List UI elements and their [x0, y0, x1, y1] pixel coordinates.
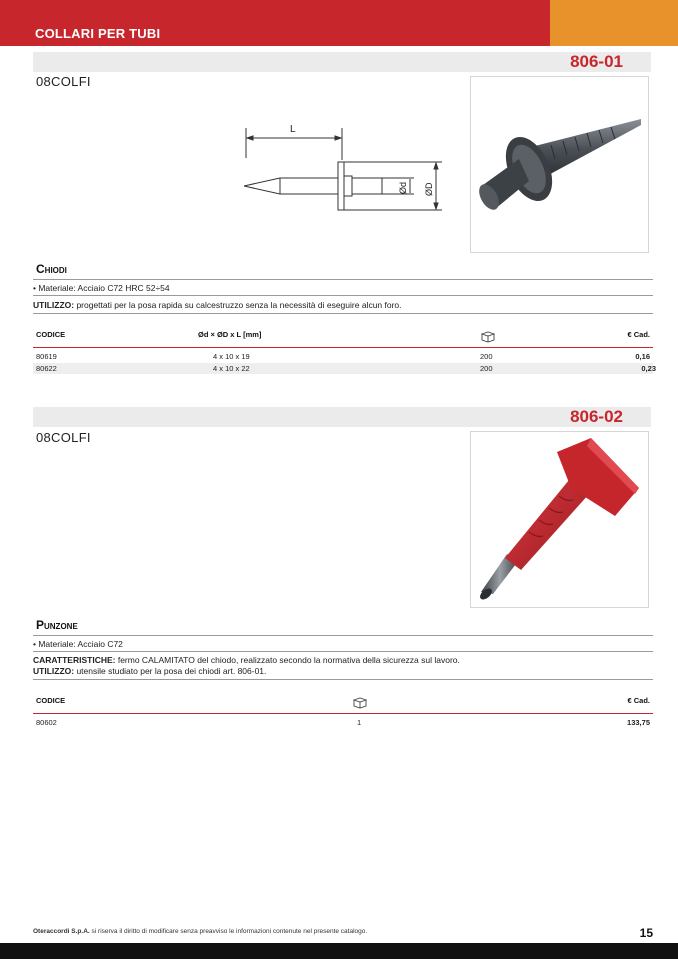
divider — [33, 279, 653, 280]
col-header-price: € Cad. — [627, 330, 650, 339]
cell-code: 80602 — [36, 718, 57, 727]
footer-disclaimer-text: si riserva il diritto di modificare senza preavviso le informazioni contenute nel presente catalogo. — [89, 928, 368, 935]
col-header-code: CODICE — [36, 696, 66, 705]
material-line: • Materiale: Acciaio C72 — [33, 639, 123, 649]
cell-code: 80619 — [36, 352, 57, 361]
box-icon — [480, 330, 496, 343]
brand-label: 08COLFI — [36, 430, 91, 445]
box-icon — [352, 696, 368, 709]
divider — [33, 651, 653, 652]
material-line: • Materiale: Acciaio C72 HRC 52÷54 — [33, 283, 170, 293]
footer-bar — [0, 943, 678, 959]
nail-image — [471, 77, 648, 252]
divider — [33, 313, 653, 314]
nail-photo — [470, 76, 649, 253]
divider — [33, 635, 653, 636]
usage-line — [33, 666, 266, 676]
punch-image — [471, 432, 648, 607]
cell-dims: 4 x 10 x 22 — [213, 364, 250, 373]
usage-line — [33, 300, 402, 310]
footer-company: Oteraccordi S.p.A. — [33, 928, 90, 935]
product-title: Punzone — [36, 618, 78, 632]
section-band-806-01 — [33, 52, 651, 72]
table-row — [33, 363, 656, 374]
section-code: 806-02 — [570, 407, 623, 426]
col-header-price: € Cad. — [627, 696, 650, 705]
dim-label-head-diameter: ØD — [424, 182, 434, 196]
dim-label-shank-diameter: Ød — [398, 181, 408, 194]
footer-disclaimer — [33, 928, 367, 935]
divider — [33, 679, 653, 680]
usage-text: progettati per la posa rapida su calcestruzzo senza la necessità di eseguire alcun foro. — [74, 300, 402, 310]
usage-label: UTILIZZO: — [33, 300, 75, 310]
cell-price: 133,75 — [627, 718, 650, 727]
cell-qty: 200 — [480, 352, 493, 361]
col-header-dimensions: Ød × ØD x L [mm] — [198, 330, 262, 339]
cell-price: 0,23 — [641, 364, 656, 373]
dim-label-length: L — [290, 124, 296, 135]
page-category-title: COLLARI PER TUBI — [35, 26, 161, 41]
col-header-code: CODICE — [36, 330, 66, 339]
page-number: 15 — [639, 926, 653, 940]
cell-qty: 200 — [480, 364, 493, 373]
features-text: fermo CALAMITATO del chiodo, realizzato secondo la normativa della sicurezza sul lavoro. — [115, 655, 460, 665]
usage-text: utensile studiato per la posa dei chiodi art. 806-01. — [74, 666, 267, 676]
product-title: Chiodi — [36, 262, 67, 276]
section-code: 806-01 — [570, 52, 623, 71]
table-header-rule — [33, 347, 653, 348]
usage-label: UTILIZZO: — [33, 666, 75, 676]
header-accent — [550, 0, 678, 46]
table-header-rule — [33, 713, 653, 714]
features-label: CARATTERISTICHE: — [33, 655, 116, 665]
brand-label: 08COLFI — [36, 74, 91, 89]
cell-price: 0,16 — [635, 352, 650, 361]
punch-photo — [470, 431, 649, 608]
cell-code: 80622 — [36, 364, 57, 373]
cell-qty: 1 — [357, 718, 362, 727]
nail-technical-drawing — [238, 118, 448, 218]
cell-dims: 4 x 10 x 19 — [213, 352, 250, 361]
divider — [33, 295, 653, 296]
section-band-806-02 — [33, 407, 651, 427]
features-line — [33, 655, 460, 665]
